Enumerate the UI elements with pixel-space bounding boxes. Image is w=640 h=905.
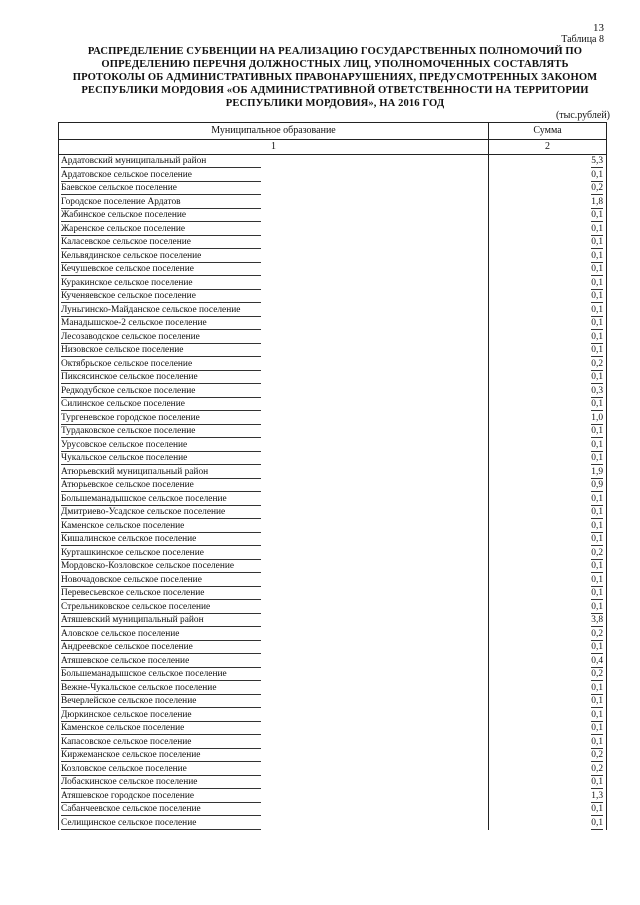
subvention-table (58, 122, 607, 830)
amount-value-text: 0,1 (591, 574, 603, 585)
amount-value (489, 331, 607, 345)
amount-value-text: 5,3 (591, 156, 603, 166)
amount-value-text: 0,1 (591, 588, 603, 598)
amount-value-text: 0,2 (591, 358, 603, 369)
amount-value-text: 0,1 (591, 520, 603, 531)
municipality-name-text: Курташкинское сельское поселение (61, 547, 261, 560)
table-row (59, 763, 607, 777)
municipality-name-text: Ардатовское сельское поселение (61, 169, 261, 182)
municipality-name (59, 196, 489, 210)
column-header-amount: Сумма (489, 123, 607, 140)
municipality-name (59, 533, 489, 547)
municipality-name (59, 452, 489, 466)
municipality-name (59, 182, 489, 196)
table-row (59, 547, 607, 561)
amount-value-text: 0,1 (591, 493, 603, 504)
table-row (59, 182, 607, 196)
municipality-name-text: Манадышское-2 сельское поселение (61, 317, 261, 330)
amount-value (489, 182, 607, 196)
municipality-name (59, 493, 489, 507)
table-row (59, 452, 607, 466)
municipality-name (59, 587, 489, 601)
municipality-name (59, 682, 489, 696)
amount-value-text: 0,1 (591, 223, 603, 234)
municipality-name (59, 466, 489, 480)
table-row (59, 277, 607, 291)
table-row (59, 385, 607, 399)
municipality-name (59, 722, 489, 736)
amount-value-text: 0,1 (591, 304, 603, 315)
amount-value-text: 0,1 (591, 426, 603, 436)
table-row (59, 479, 607, 493)
table-row (59, 223, 607, 237)
municipality-name-text: Атяшевское сельское поселение (61, 655, 261, 668)
title-line: РЕСПУБЛИКИ МОРДОВИЯ», НА 2016 ГОД (225, 98, 445, 109)
amount-value-text: 0,1 (591, 736, 603, 747)
table-row (59, 601, 607, 615)
amount-value (489, 290, 607, 304)
municipality-name (59, 223, 489, 237)
amount-value-text: 0,1 (591, 817, 603, 828)
amount-value (489, 506, 607, 520)
table-row (59, 641, 607, 655)
amount-value (489, 682, 607, 696)
amount-value (489, 493, 607, 507)
amount-value-text: 0,2 (591, 183, 603, 193)
municipality-name (59, 398, 489, 412)
amount-value-text: 1,8 (591, 196, 603, 207)
amount-value (489, 304, 607, 318)
municipality-name-text: Кечушевское сельское поселение (61, 263, 261, 276)
amount-value (489, 547, 607, 561)
municipality-name-text: Атяшевский муниципальный район (61, 614, 261, 627)
municipality-name (59, 614, 489, 628)
table-row (59, 695, 607, 709)
municipality-name-text: Аловское сельское поселение (61, 628, 261, 641)
municipality-name (59, 817, 489, 831)
units-label: (тыс.рублей) (555, 110, 610, 121)
amount-value-text: 1,0 (591, 412, 603, 423)
table-row (59, 169, 607, 183)
amount-value (489, 452, 607, 466)
amount-value-text: 3,8 (591, 615, 603, 625)
municipality-name-text: Перевесьевское сельское поселение (61, 587, 261, 600)
municipality-name-text: Редкодубское сельское поселение (61, 385, 261, 398)
amount-value-text: 0,1 (591, 210, 603, 220)
municipality-name-text: Атяшевское городское поселение (61, 790, 261, 803)
amount-value-text: 0,2 (591, 763, 603, 774)
amount-value (489, 344, 607, 358)
municipality-name-text: Силинское сельское поселение (61, 398, 261, 411)
amount-value (489, 601, 607, 615)
municipality-name (59, 655, 489, 669)
table-row (59, 628, 607, 642)
amount-value-text: 0,2 (591, 750, 603, 760)
municipality-name-text: Киржеманское сельское поселение (61, 749, 261, 762)
municipality-name (59, 290, 489, 304)
municipality-name (59, 560, 489, 574)
amount-value (489, 371, 607, 385)
municipality-name-text: Тургеневское городское поселение (61, 412, 261, 425)
municipality-name (59, 547, 489, 561)
amount-value-text: 1,3 (591, 790, 603, 801)
amount-value (489, 385, 607, 399)
municipality-name-text: Сабанчеевское сельское поселение (61, 803, 261, 816)
municipality-name (59, 412, 489, 426)
municipality-name (59, 506, 489, 520)
municipality-name-text: Чукальское сельское поселение (61, 452, 261, 465)
municipality-name (59, 331, 489, 345)
table-row (59, 250, 607, 264)
header-row (59, 123, 607, 140)
amount-value-text: 0,1 (591, 237, 603, 247)
amount-value (489, 398, 607, 412)
municipality-name (59, 439, 489, 453)
amount-value (489, 533, 607, 547)
amount-value (489, 466, 607, 480)
municipality-name (59, 169, 489, 183)
municipality-name-text: Пиксясинское сельское поселение (61, 371, 261, 384)
municipality-name-text: Вечерлейское сельское поселение (61, 695, 261, 708)
table-row (59, 668, 607, 682)
table-row (59, 520, 607, 534)
table-row (59, 439, 607, 453)
table-row (59, 614, 607, 628)
table-row (59, 466, 607, 480)
municipality-name-text: Урусовское сельское поселение (61, 439, 261, 452)
municipality-name (59, 641, 489, 655)
municipality-name (59, 358, 489, 372)
municipality-name-text: Каменское сельское поселение (61, 722, 261, 735)
municipality-name (59, 790, 489, 804)
municipality-name (59, 209, 489, 223)
municipality-name-text: Новочадовское сельское поселение (61, 574, 261, 587)
amount-value (489, 425, 607, 439)
municipality-name-text: Турдаковское сельское поселение (61, 425, 261, 438)
amount-value-text: 0,9 (591, 480, 603, 490)
amount-value (489, 587, 607, 601)
municipality-name (59, 250, 489, 264)
amount-value-text: 0,1 (591, 696, 603, 706)
amount-value (489, 803, 607, 817)
municipality-name-text: Атюрьевский муниципальный район (61, 466, 261, 479)
amount-value-text: 0,1 (591, 534, 603, 544)
table-row (59, 560, 607, 574)
table-row (59, 236, 607, 250)
municipality-name (59, 803, 489, 817)
municipality-name (59, 263, 489, 277)
amount-value-text: 0,1 (591, 642, 603, 652)
municipality-name-text: Ардатовский муниципальный район (61, 155, 261, 168)
municipality-name (59, 317, 489, 331)
amount-value (489, 695, 607, 709)
municipality-name (59, 277, 489, 291)
table-row (59, 371, 607, 385)
amount-value (489, 155, 607, 169)
municipality-name-text: Каласевское сельское поселение (61, 236, 261, 249)
amount-value (489, 263, 607, 277)
amount-value (489, 236, 607, 250)
amount-value (489, 277, 607, 291)
amount-value (489, 209, 607, 223)
amount-value (489, 520, 607, 534)
municipality-name (59, 628, 489, 642)
table-row (59, 304, 607, 318)
municipality-name (59, 749, 489, 763)
municipality-name (59, 155, 489, 169)
table-row (59, 398, 607, 412)
amount-value-text: 0,1 (591, 507, 603, 517)
amount-value-text: 0,3 (591, 385, 603, 396)
document-title (60, 45, 610, 110)
amount-value (489, 196, 607, 210)
municipality-name (59, 601, 489, 615)
municipality-name-text: Атюрьевское сельское поселение (61, 479, 261, 492)
municipality-name-text: Луньгинско-Майданское сельское поселение (61, 304, 261, 317)
table-row (59, 196, 607, 210)
municipality-name-text: Капасовское сельское поселение (61, 736, 261, 749)
table-body (59, 155, 607, 831)
municipality-name-text: Кельвядинское сельское поселение (61, 250, 261, 263)
municipality-name-text: Каменское сельское поселение (61, 520, 261, 533)
amount-value (489, 169, 607, 183)
municipality-name (59, 344, 489, 358)
amount-value-text: 0,1 (591, 169, 603, 180)
amount-value (489, 250, 607, 264)
municipality-name-text: Вежне-Чукальское сельское поселение (61, 682, 261, 695)
amount-value-text: 0,1 (591, 277, 603, 288)
table-row (59, 803, 607, 817)
amount-value (489, 223, 607, 237)
amount-value-text: 0,1 (591, 345, 603, 355)
amount-value (489, 763, 607, 777)
amount-value-text: 0,4 (591, 655, 603, 666)
table-row (59, 317, 607, 331)
table-row (59, 506, 607, 520)
table-row (59, 709, 607, 723)
table-row (59, 209, 607, 223)
table-row (59, 817, 607, 831)
municipality-name-text: Дмитриево-Усадское сельское поселение (61, 506, 261, 519)
municipality-name (59, 385, 489, 399)
amount-value (489, 641, 607, 655)
table-row (59, 425, 607, 439)
amount-value-text: 0,1 (591, 331, 603, 342)
title-line: РЕСПУБЛИКИ МОРДОВИЯ «ОБ АДМИНИСТРАТИВНОЙ ОТВЕТСТВЕННОСТИ НА ТЕРРИТОРИИ (81, 85, 589, 96)
table-row (59, 344, 607, 358)
municipality-name-text: Кишалинское сельское поселение (61, 533, 261, 546)
municipality-name-text: Жабинское сельское поселение (61, 209, 261, 222)
municipality-name-text: Городское поселение Ардатов (61, 196, 261, 209)
column-header-municipality: Муниципальное образование (59, 123, 489, 140)
amount-value (489, 668, 607, 682)
amount-value (489, 560, 607, 574)
table-row (59, 587, 607, 601)
municipality-name-text: Кученяевское сельское поселение (61, 290, 261, 303)
amount-value (489, 709, 607, 723)
municipality-name-text: Куракинское сельское поселение (61, 277, 261, 290)
title-line: ПРОТОКОЛЫ ОБ АДМИНИСТРАТИВНЫХ ПРАВОНАРУШЕНИЯХ, ПРЕДУСМОТРЕННЫХ ЗАКОНОМ (72, 72, 598, 83)
amount-value (489, 412, 607, 426)
municipality-name-text: Козловское сельское поселение (61, 763, 261, 776)
table-row (59, 331, 607, 345)
municipality-name (59, 479, 489, 493)
amount-value (489, 628, 607, 642)
table-row (59, 736, 607, 750)
column-number: 1 (59, 140, 489, 155)
amount-value-text: 0,1 (591, 250, 603, 261)
table-label: Таблица 8 (561, 34, 604, 45)
municipality-name (59, 763, 489, 777)
municipality-name-text: Баевское сельское поселение (61, 182, 261, 195)
table-row (59, 263, 607, 277)
amount-value (489, 736, 607, 750)
amount-value-text: 0,1 (591, 804, 603, 814)
municipality-name-text: Андреевское сельское поселение (61, 641, 261, 654)
table-row (59, 358, 607, 372)
title-line: ОПРЕДЕЛЕНИЮ ПЕРЕЧНЯ ДОЛЖНОСТНЫХ ЛИЦ, УПОЛНОМОЧЕННЫХ СОСТАВЛЯТЬ (101, 59, 569, 70)
amount-value (489, 790, 607, 804)
title-line: РАСПРЕДЕЛЕНИЕ СУБВЕНЦИИ НА РЕАЛИЗАЦИЮ ГОСУДАРСТВЕННЫХ ПОЛНОМОЧИЙ ПО (87, 46, 583, 57)
amount-value (489, 722, 607, 736)
municipality-name (59, 520, 489, 534)
amount-value (489, 655, 607, 669)
table-row (59, 776, 607, 790)
amount-value-text: 0,1 (591, 439, 603, 450)
municipality-name-text: Большеманадышское сельское поселение (61, 668, 261, 681)
municipality-name-text: Низовское сельское поселение (61, 344, 261, 357)
table-row (59, 574, 607, 588)
municipality-name (59, 736, 489, 750)
amount-value-text: 0,1 (591, 561, 603, 571)
amount-value-text: 0,1 (591, 291, 603, 301)
amount-value-text: 0,1 (591, 453, 603, 463)
amount-value (489, 749, 607, 763)
table-row (59, 682, 607, 696)
column-number: 2 (489, 140, 607, 155)
amount-value (489, 439, 607, 453)
municipality-name (59, 695, 489, 709)
table-row (59, 290, 607, 304)
amount-value (489, 776, 607, 790)
amount-value (489, 614, 607, 628)
municipality-name-text: Октябрьское сельское поселение (61, 358, 261, 371)
municipality-name-text: Селищинское сельское поселение (61, 817, 261, 830)
amount-value-text: 0,2 (591, 669, 603, 679)
amount-value (489, 817, 607, 831)
amount-value (489, 479, 607, 493)
amount-value-text: 0,1 (591, 723, 603, 733)
amount-value (489, 358, 607, 372)
municipality-name (59, 574, 489, 588)
page-number: 13 (593, 22, 604, 34)
table-row (59, 155, 607, 169)
municipality-name-text: Лесозаводское сельское поселение (61, 331, 261, 344)
amount-value-text: 0,1 (591, 399, 603, 409)
municipality-name-text: Дюркинское сельское поселение (61, 709, 261, 722)
table-row (59, 790, 607, 804)
amount-value (489, 574, 607, 588)
table-row (59, 749, 607, 763)
table-row (59, 493, 607, 507)
municipality-name-text: Мордовско-Козловское сельское поселение (61, 560, 261, 573)
amount-value (489, 317, 607, 331)
amount-value-text: 0,2 (591, 547, 603, 558)
table-row (59, 722, 607, 736)
municipality-name (59, 236, 489, 250)
amount-value-text: 0,1 (591, 709, 603, 720)
amount-value-text: 1,9 (591, 466, 603, 477)
municipality-name-text: Стрельниковское сельское поселение (61, 601, 261, 614)
table-row (59, 533, 607, 547)
municipality-name-text: Жаренское сельское поселение (61, 223, 261, 236)
amount-value-text: 0,1 (591, 682, 603, 693)
municipality-name (59, 668, 489, 682)
amount-value-text: 0,1 (591, 777, 603, 787)
table-row (59, 655, 607, 669)
municipality-name (59, 776, 489, 790)
table-row (59, 412, 607, 426)
amount-value-text: 0,1 (591, 372, 603, 382)
amount-value-text: 0,1 (591, 601, 603, 612)
municipality-name (59, 371, 489, 385)
municipality-name (59, 425, 489, 439)
municipality-name-text: Лобаскинское сельское поселение (61, 776, 261, 789)
amount-value-text: 0,1 (591, 318, 603, 328)
municipality-name-text: Большеманадышское сельское поселение (61, 493, 261, 506)
municipality-name (59, 304, 489, 318)
amount-value-text: 0,2 (591, 628, 603, 639)
municipality-name (59, 709, 489, 723)
column-number-row (59, 140, 607, 155)
amount-value-text: 0,1 (591, 264, 603, 274)
